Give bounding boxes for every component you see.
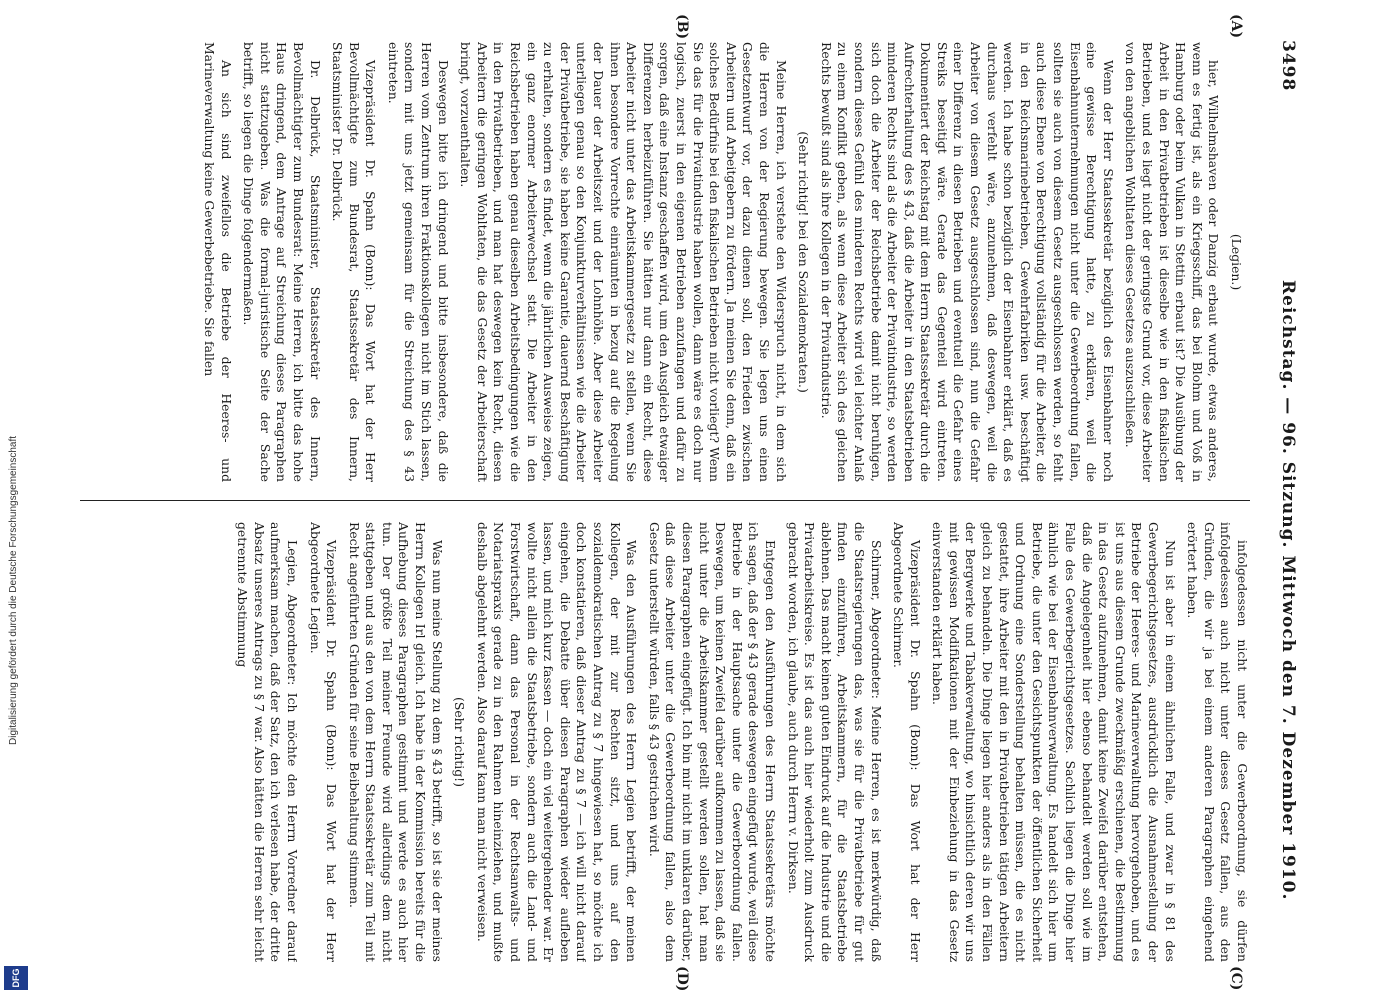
speaker-announcement: Vizepräsident Dr. Spahn (Bonn): Das Wort hat der Herr Abgeordnete Schirmer. [891, 522, 923, 962]
running-title: Reichstag. — 96. Sitzung. Mittwoch den 7. Dezember 1910. [1278, 280, 1298, 901]
paragraph: An sich sind zweifellos die Betriebe der Heeres- und Marineverwaltung keine Gewerbebetriebe. Sie fallen [201, 42, 234, 482]
paragraph: Deswegen bitte ich dringend und bitte insbesondere, daß die Herren vom Zentrum ihren Fraktionskollegen nicht im Stich lassen, sondern mit uns jetzt gemeinsam für die Streichung des § 43 eintreten. [385, 42, 451, 482]
paragraph: Meine Herren, ich verstehe den Widerspruch nicht, in dem sich die Herren von der Regierung bewegen. Sie legen uns einen Gesetzentwurf vor, der dazu dienen soll, den Frieden zwischen Arbeitern und Arbeitgebern zu fördern. Ja meinen Sie denn, daß ein solches Bedürfnis bei den fiskalischen Betrieben nicht vorliegt? Wenn Sie das für die Privatindustrie haben wollen, dann wäre es doch nur logisch, zuerst in den eigenen Betrieben anzufangen und dafür zu sorgen, daß eine Instanz geschaffen wird, um den Ausgleich etwaiger Differenzen herbeizuführen. Sie hätten nur dann ein Recht, diese Arbeiter nicht unter das Arbeitskammergesetz zu stellen, wenn Sie ihnen besondere Vorrechte einräumten in bezug auf die Regelung der Dauer der Arbeitszeit und der Lohnhöhe. Aber diese Arbeiter unterliegen genau so den Konjunkturverhältnissen wie die Arbeiter der Privatbetriebe, sie haben keine Garantie, dauernd Beschäftigung zu erhalten, sondern es findet, wenn die jährlichen Ausweise zeigen, ein ganz enormer Arbeiterwechsel statt. Die Arbeiter in den Reichsbetrieben haben genau dieselben Arbeitsbedingungen wie die in den Privatbetrieben, und man hat deswegen kein Recht, diesen Arbeitern die geringen Wohltaten, die das Gesetz der Arbeiterschaft bringt, vorzuenthalten. [458, 42, 789, 482]
page-header [1262, 0, 1302, 1000]
paragraph: Wenn der Herr Staatssekretär bezüglich des Eisenbahner noch eine gewisse Berechtigung hatte, zu erklären, weil die Eisenbahnunternehmungen nicht unter die Gewerbeordnung fallen, sollten sie auch von diesem Gesetz ausgeschlossen werden, so fehlt auch diese Ebene von Berechtigung vollständig für die Arbeiter, die in den Reichsmarinebetrieben, Gewehrfabriken usw. beschäftigt werden. Ich habe schon bezüglich der Eisenbahner erklärt, daß es durchaus verfehlt wäre, anzunehmen, daß deswegen, weil die Arbeiter von diesem Gesetz ausgeschlossen sind, nun die Gefahr einer Differenz in diesen Betrieben und eventuell die Gefahr eines Streiks beseitigt wäre. Gerade das Gegenteil wird eintreten. Dokumentiert der Reichstag mit dem Herrn Staatssekretär durch die Aufrechterhaltung des § 43, daß die Arbeiter in den Staatsbetrieben minderen Rechts sind als die Arbeiter der Privatindustrie, so werden sich doch die Arbeiter der Reichsbetriebe damit nicht beruhigen, sondern dieses Gefühl des minderen Rechts wird viel leichter Anlaß zu einem Konflikt geben, als wenn diese Arbeiter sich des gleichen Rechts bewußt sind als ihre Kollegen in der Privatindustrie. [818, 42, 1116, 482]
margin-mark-d: (D) [674, 966, 690, 992]
dfg-logo: DFG [4, 966, 28, 990]
left-text-column [70, 42, 1250, 482]
paragraph: Was den Ausführungen des Herrn Legien betrifft, der meinen Kollegen, der mit zur Rechten sitzt, und uns auf den sozialdemokratischen Antrag zu § 7 hingewiesen hat, so möchte ich doch konstatieren, daß dieser Antrag zu § 7 — ich will nicht darauf eingehen, die Debatte über diesen Paragraphen wieder aufleben lassen, und mich kurz fassen — doch ein viel weitergehender war. Er wollte nicht allein die Staatsbetriebe, sondern auch die Land- und Forstwirtschaft, dann das Personal in der Rechtsanwalts- und Notariatspraxis gerade zu in den Rahmen hineinziehen, und mußte deshalb abgelehnt werden. Also darauf kann man nicht verweisen. [474, 522, 640, 962]
interjection: (Sehr richtig!) [452, 697, 468, 787]
page-number: 3498 [1278, 40, 1298, 92]
margin-mark-a: (A) [1228, 14, 1244, 39]
paragraph: infolgedessen nicht unter die Gewerbeordnung, sie dürfen infolgedessen auch nicht unter dieses Gesetz fallen, aus den Gründen, die wir ja bei einem anderen Paragraphen eingehend erörtert haben. [1185, 522, 1250, 962]
paragraph: Schirmer, Abgeordneter: Meine Herren, es ist merkwürdig, daß die Staatsregierungen das, was sie für die Privatbetriebe für gut finden einzuführen, Arbeitskammern, für die Staatsbetriebe ablehnen. Das macht keinen guten Eindruck auf die Industrie und die Privatarbeitskreise. Es ist das auch hier wiederholt zum Ausdruck gebracht worden, ich glaube, auch durch Herrn v. Dirksen. [785, 522, 884, 962]
paragraph: hier, Wilhelmshaven oder Danzig erbaut wurde, etwas anderes, wenn es fertig ist, als ein Kriegsschiff, das bei Blohm und Voß in Hamburg oder beim Vulkan in Stettin erbaut ist? Die Ausübung der Arbeit in den Privatbetrieben ist dieselbe wie in den fiskalischen Betrieben, und es liegt nicht der geringste Grund vor, diese Arbeiter von den angeblichen Wohltaten dieses Gesetzes auszuschließen. [1123, 42, 1222, 482]
scanned-page [40, 0, 1330, 1000]
paragraph: Entgegen den Ausführungen des Herrn Staatssekretärs möchte ich sagen, daß der § 43 gerade deswegen eingefügt wurde, weil diese Betriebe in der Hauptsache unter die Gewerbeordnung fallen. Deswegen, um keinen Zweifel darüber aufkommen zu lassen, daß sie nicht unter die Arbeitskammer gestellt werden sollen, hat man diesen Paragraphen eingefügt. Ich bin mir nicht im unklaren darüber, daß diese Arbeiter unter die Gewerbeordnung fallen, also dem Gesetz unterstellt würden, falls § 43 gestrichen wird. [646, 522, 778, 962]
paragraph: Was nun meine Stellung zu dem § 43 betrifft, so ist sie der meines Herrn Kollegen Irl gleich. Ich habe in der Kommission bereits für die Aufhebung dieses Paragraphen gestimmt und werde es auch hier tun. Der größte Teil meiner Freunde wird allerdings dem nicht stattgeben und aus den von dem Herrn Staatssekretär zum Teil mit Recht angeführten Gründen für seine Beibehaltung stimmen. [346, 522, 445, 962]
scanned-page-frame [40, 0, 1330, 1000]
right-text-column [70, 522, 1250, 962]
paragraph: Dr. Delbrück, Staatsminister, Staatssekretär des Innern, Bevollmächtigter zum Bundesrat: Meine Herren, ich bitte das hohe Haus dringend, dem Antrage auf Streichung dieses Paragraphen nicht stattzugeben. Was die formal-juristische Seite der Sache betrifft, so liegen die Dinge folgendermaßen. [241, 42, 323, 482]
margin-mark-b: (B) [674, 14, 690, 40]
speaker-tag: (Legien.) [1229, 233, 1244, 291]
speaker-announcement: Vizepräsident Dr. Spahn (Bonn): Das Wort hat der Herr Bevollmächtigte zum Bundesrat, Staatssekretär des Innern, Staatsminister Dr. Delbrück. [330, 42, 379, 482]
paragraph: Nun ist aber in einem ähnlichen Falle, und zwar in § 81 des Gewerbegerichtsgesetzes, ausdrücklich die Ausnahmestellung der Betriebe der Heeres- und Marineverwaltung hervorgehoben, und es ist uns aus diesem Grunde zweckmäßig erschienen, die Bestimmung in das Gesetz aufzunehmen, damit keine Zweifel darüber entstehen, daß die Angelegenheit hier ebenso behandelt werden soll wie im Falle des Gewerbegerichtsgesetzes. Sachlich liegen die Dinge hier ähnlich wie bei der Eisenbahnverwaltung. Es handelt sich hier um Betriebe, die unter den Gesichtspunkten der öffentlichen Sicherheit und Ordnung eine Sonderstellung behalten müssen, die es nicht gestattet, ihre Arbeiter mit den in Privatbetrieben tätigen Arbeitern gleich zu behandeln. Die Dinge liegen hier anders als in den Fällen der Bergwerke und Tabakverwaltung, wo hinsichtlich deren wir uns mit gewissen Modifikationen mit der Einbeziehung in das Gesetz einverstanden erklärt haben. [930, 522, 1178, 962]
speaker-announcement: Vizepräsident Dr. Spahn (Bonn): Das Wort hat der Herr Abgeordnete Legien. [307, 522, 340, 962]
digitization-credit: Digitalisierung gefördert durch die Deutsche Forschungsgemeinschaft [8, 435, 19, 745]
interjection: (Sehr richtig! bei den Sozialdemokraten.) [796, 131, 812, 393]
column-divider [80, 500, 1250, 501]
margin-mark-c: (C) [1228, 966, 1244, 991]
paragraph: Legien, Abgeordneter: Ich möchte den Herrn Vorredner darauf aufmerksam machen, daß der Satz, den ich verlesen habe, der dritte Absatz unseres Antrags zu § 7 war. Also hätten die Herren sehr leicht getrennte Abstimmung [235, 522, 300, 962]
